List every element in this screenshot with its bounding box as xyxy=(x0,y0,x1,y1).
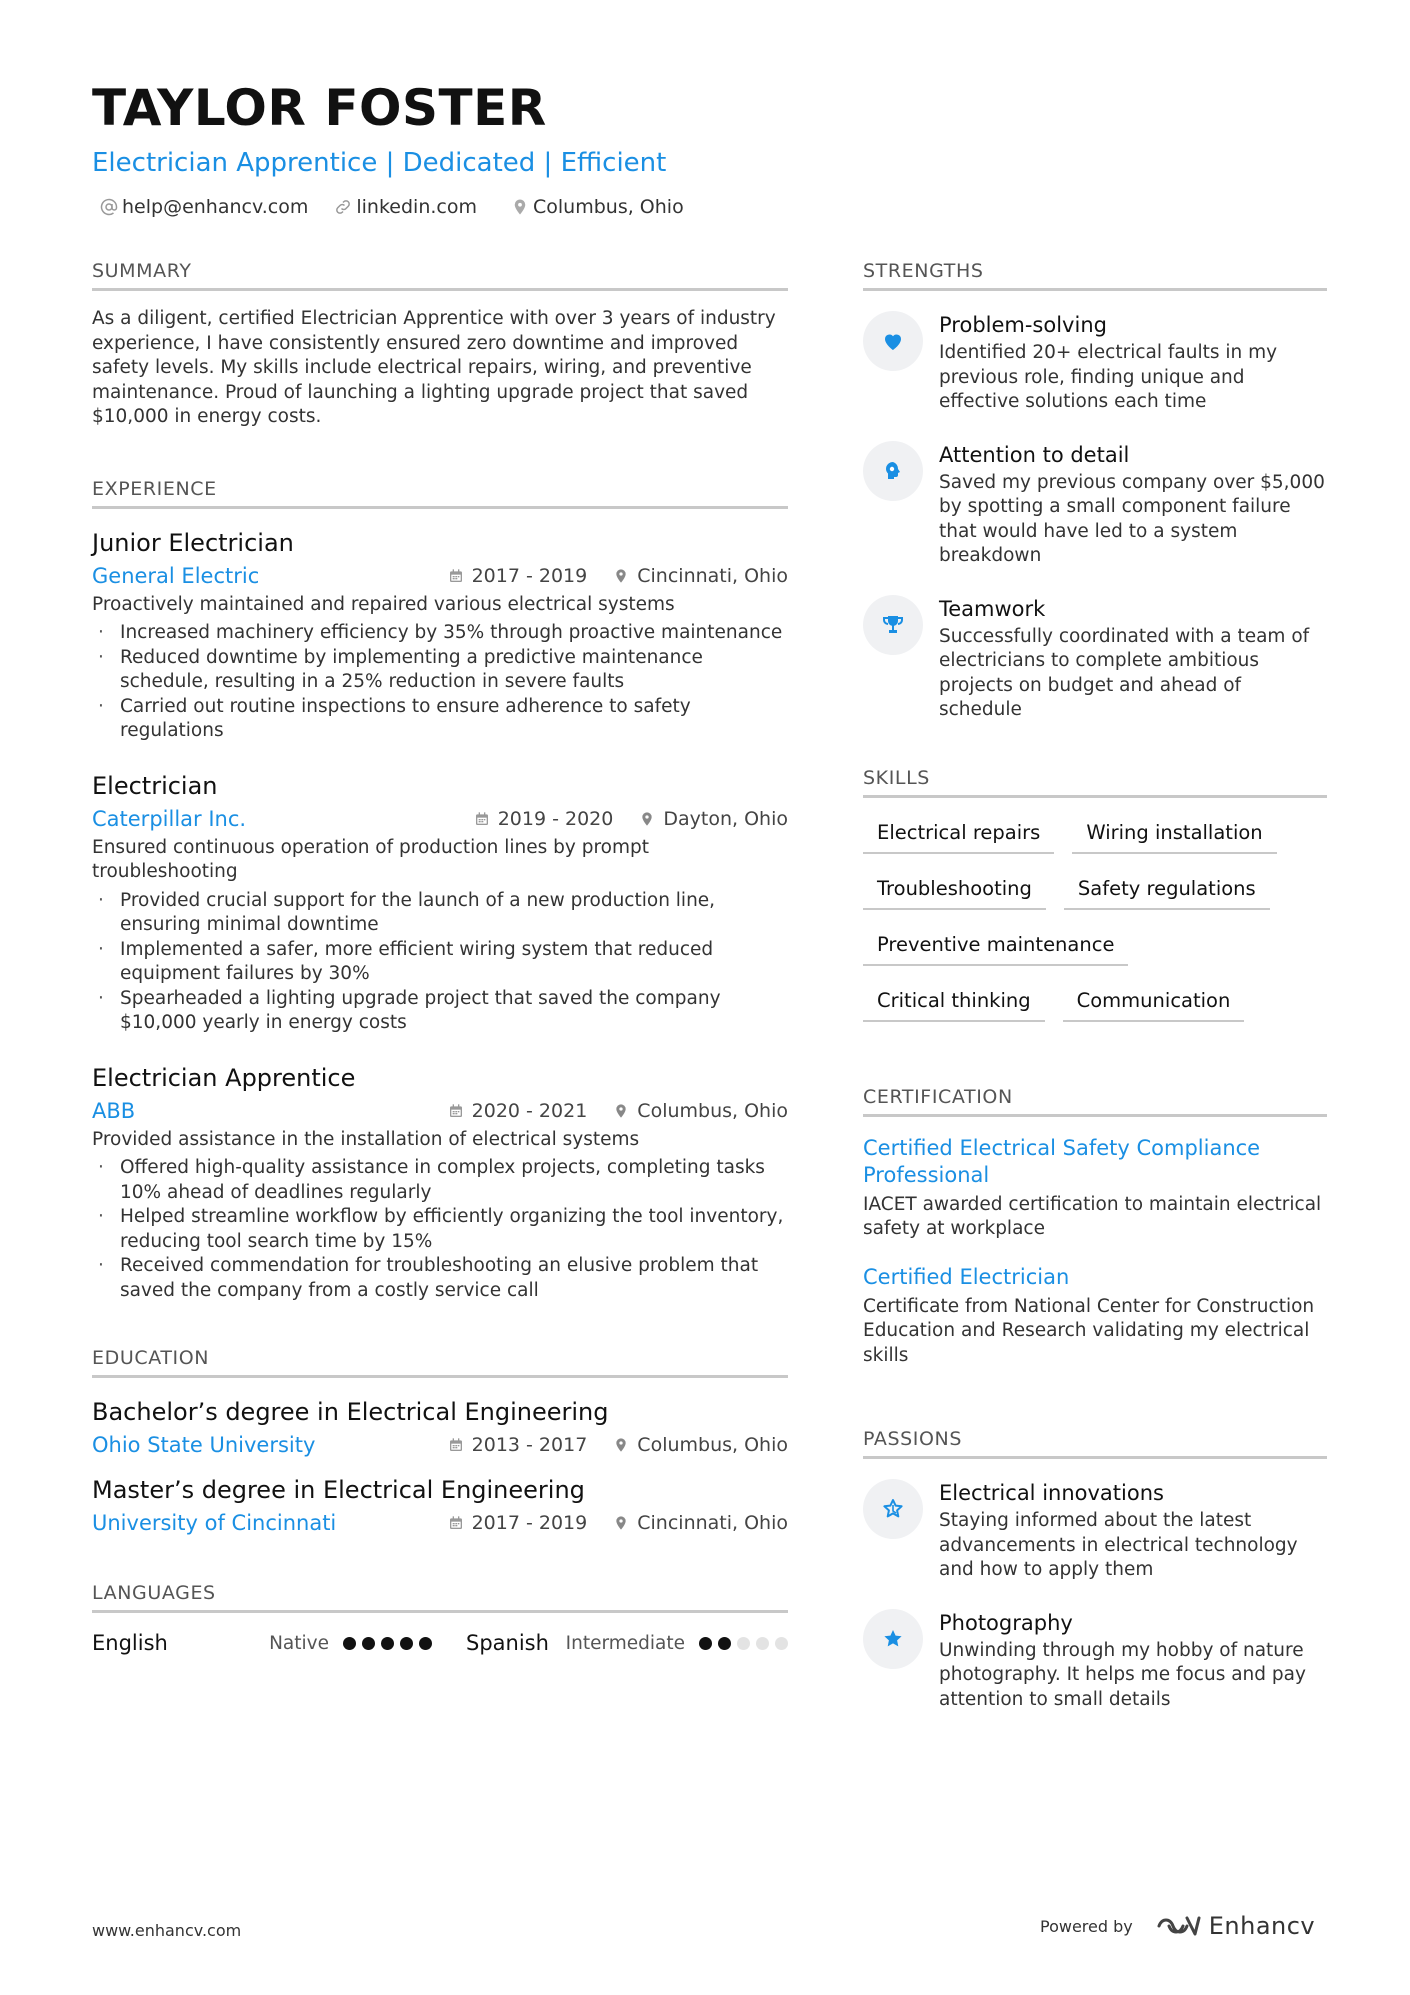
job-bullet: · Spearheaded a lighting upgrade project that saved the company $10,000 yearly in energy costs xyxy=(92,987,788,1036)
contact-linkedin[interactable] xyxy=(334,194,477,220)
strength-text: Successfully coordinated with a team of electricians to complete ambitious projects on budget and ahead of schedule xyxy=(939,625,1310,720)
job-location xyxy=(613,565,788,587)
job-meta xyxy=(92,561,788,591)
strength-text: Identified 20+ electrical faults in my previous role, finding unique and effective solutions each time xyxy=(939,342,1278,412)
education-dates xyxy=(448,1512,588,1534)
certification-text: Certificate from National Center for Construction Education and Research validating my electrical skills xyxy=(863,1295,1315,1366)
passion-icon-badge xyxy=(863,1609,923,1669)
degree-title: Bachelor’s degree in Electrical Engineering xyxy=(92,1398,609,1426)
calendar-icon xyxy=(448,1103,464,1119)
job-dates-text: 2020 - 2021 xyxy=(471,1099,588,1122)
job-description: Proactively maintained and repaired various electrical systems xyxy=(92,593,675,615)
experience-heading: EXPERIENCE xyxy=(92,476,788,509)
job-title: Junior Electrician xyxy=(92,528,294,557)
summary-section xyxy=(92,258,788,430)
passion-item xyxy=(863,1609,1327,1713)
language-level: Native xyxy=(269,1632,329,1654)
summary-heading: SUMMARY xyxy=(92,258,788,291)
job-location-text: Dayton, Ohio xyxy=(663,807,788,830)
skill-tag: Troubleshooting xyxy=(863,868,1046,910)
passion-text: Unwinding through my hobby of nature photography. It helps me focus and pay attention to small details xyxy=(939,1639,1306,1710)
language-entry xyxy=(92,1631,432,1655)
education-meta-right xyxy=(448,1512,788,1534)
languages-heading: LANGUAGES xyxy=(92,1580,788,1613)
job-dates xyxy=(448,1100,588,1122)
location-pin-icon xyxy=(613,568,629,584)
proficiency-dot xyxy=(737,1637,750,1650)
job-bullets xyxy=(92,889,788,1036)
passion-title: Photography xyxy=(939,1610,1073,1635)
job-meta-right xyxy=(474,808,788,830)
location-pin-icon xyxy=(613,1515,629,1531)
school-name: Ohio State University xyxy=(92,1433,316,1457)
certification-heading: CERTIFICATION xyxy=(863,1084,1327,1117)
education-entry xyxy=(92,1396,788,1460)
certification-title: Certified Electrician xyxy=(863,1264,1070,1289)
education-meta xyxy=(92,1430,788,1460)
candidate-name: TAYLOR FOSTER xyxy=(92,79,547,137)
language-proficiency-dots xyxy=(343,1637,432,1650)
job-meta-right xyxy=(448,1100,788,1122)
skill-tag: Preventive maintenance xyxy=(863,924,1128,966)
job-bullet: · Carried out routine inspections to ensure adherence to safety regulations xyxy=(92,695,788,744)
star-outline-icon xyxy=(881,1497,905,1521)
at-icon xyxy=(100,198,118,216)
resume-header xyxy=(92,78,1332,220)
proficiency-dot xyxy=(400,1637,413,1650)
job-description: Provided assistance in the installation of electrical systems xyxy=(92,1128,640,1150)
job-bullet: · Offered high-quality assistance in complex projects, completing tasks 10% ahead of deadlines regularly xyxy=(92,1156,788,1205)
enhancv-logo-icon xyxy=(1155,1913,1201,1939)
job-entry xyxy=(92,1062,788,1304)
languages-row xyxy=(92,1631,788,1655)
strength-item xyxy=(863,595,1327,723)
certification-item xyxy=(863,1135,1327,1242)
footer-branding xyxy=(1040,1912,1315,1940)
proficiency-dot xyxy=(699,1637,712,1650)
job-description: Ensured continuous operation of production lines by prompt troubleshooting xyxy=(92,836,649,882)
job-company: Caterpillar Inc. xyxy=(92,806,247,831)
skill-tag: Electrical repairs xyxy=(863,812,1054,854)
language-name: Spanish xyxy=(466,1631,549,1655)
certification-item xyxy=(863,1264,1327,1369)
calendar-icon xyxy=(448,568,464,584)
skill-tag: Critical thinking xyxy=(863,980,1045,1022)
education-location-text: Cincinnati, Ohio xyxy=(637,1512,788,1534)
job-meta-right xyxy=(448,565,788,587)
skills-list xyxy=(863,812,1327,1022)
location-pin-icon xyxy=(613,1437,629,1453)
calendar-icon xyxy=(448,1437,464,1453)
job-bullet: · Implemented a safer, more efficient wiring system that reduced equipment failures by 30% xyxy=(92,938,788,987)
summary-text: As a diligent, certified Electrician Apprentice with over 3 years of industry experience, I have consistently ensured zero downtime and improved safety levels. My skills include electrical repairs, wiring, and preventive maintenance. Proud of launching a lighting upgrade project that saved $10,000 in energy costs. xyxy=(92,308,776,427)
contact-email-text: help@enhancv.com xyxy=(122,196,309,218)
job-company: ABB xyxy=(92,1098,136,1123)
proficiency-dot xyxy=(362,1637,375,1650)
job-dates xyxy=(448,565,588,587)
job-meta xyxy=(92,804,788,834)
candidate-title: Electrician Apprentice | Dedicated | Efficient xyxy=(92,148,667,178)
skill-tag: Wiring installation xyxy=(1072,812,1276,854)
certification-title: Certified Electrical Safety Compliance Professional xyxy=(863,1135,1261,1187)
job-bullets xyxy=(92,621,788,744)
education-heading: EDUCATION xyxy=(92,1345,788,1378)
footer-website[interactable]: www.enhancv.com xyxy=(92,1921,242,1940)
powered-by-label: Powered by xyxy=(1040,1916,1133,1936)
head-brain-icon xyxy=(881,459,905,483)
contact-location xyxy=(511,194,684,220)
calendar-icon xyxy=(474,811,490,827)
heart-icon xyxy=(881,329,905,353)
certification-text: IACET awarded certification to maintain electrical safety at workplace xyxy=(863,1193,1322,1239)
education-dates-text: 2017 - 2019 xyxy=(471,1512,588,1534)
strength-text: Saved my previous company over $5,000 by spotting a small component failure that would have led to a system breakdown xyxy=(939,471,1325,566)
job-bullet: · Provided crucial support for the launch of a new production line, ensuring minimal downtime xyxy=(92,889,788,938)
proficiency-dot xyxy=(343,1637,356,1650)
location-pin-icon xyxy=(511,198,529,216)
passion-body xyxy=(939,1479,1327,1583)
strengths-section xyxy=(863,258,1327,723)
experience-section xyxy=(92,476,788,1304)
education-section xyxy=(92,1345,788,1538)
strength-body xyxy=(939,311,1327,415)
proficiency-dot xyxy=(775,1637,788,1650)
job-location xyxy=(639,808,788,830)
certification-section xyxy=(863,1084,1327,1369)
skills-section xyxy=(863,765,1327,1022)
skills-heading: SKILLS xyxy=(863,765,1327,798)
location-pin-icon xyxy=(613,1103,629,1119)
job-bullet: · Increased machinery efficiency by 35% through proactive maintenance xyxy=(92,621,788,646)
education-dates-text: 2013 - 2017 xyxy=(471,1434,588,1456)
education-dates xyxy=(448,1434,588,1456)
education-meta-right xyxy=(448,1434,788,1456)
strength-item xyxy=(863,441,1327,569)
job-meta xyxy=(92,1096,788,1126)
proficiency-dot xyxy=(419,1637,432,1650)
education-location-text: Columbus, Ohio xyxy=(637,1434,788,1456)
strength-icon-badge xyxy=(863,595,923,655)
strength-icon-badge xyxy=(863,441,923,501)
job-dates-text: 2017 - 2019 xyxy=(471,564,588,587)
strength-title: Attention to detail xyxy=(939,442,1130,467)
job-entry xyxy=(92,527,788,744)
education-entry xyxy=(92,1474,788,1538)
job-bullet: · Helped streamline workflow by efficiently organizing the tool inventory, reducing tool search time by 15% xyxy=(92,1205,788,1254)
passion-title: Electrical innovations xyxy=(939,1481,1164,1505)
skill-tag: Safety regulations xyxy=(1064,868,1270,910)
strength-body xyxy=(939,441,1327,569)
language-entry xyxy=(466,1631,788,1655)
job-location-text: Columbus, Ohio xyxy=(637,1099,788,1122)
proficiency-dot xyxy=(756,1637,769,1650)
education-location xyxy=(613,1512,788,1534)
right-column xyxy=(863,258,1327,1746)
proficiency-dot xyxy=(381,1637,394,1650)
passions-heading: PASSIONS xyxy=(863,1426,1327,1459)
contact-linkedin-text: linkedin.com xyxy=(356,196,477,218)
link-icon xyxy=(334,198,352,216)
job-dates-text: 2019 - 2020 xyxy=(497,807,614,830)
contact-row xyxy=(100,194,1332,220)
job-entry xyxy=(92,770,788,1036)
passions-section xyxy=(863,1426,1327,1712)
language-proficiency-dots xyxy=(699,1637,788,1650)
job-company: General Electric xyxy=(92,563,260,588)
job-bullet: · Reduced downtime by implementing a predictive maintenance schedule, resulting in a 25% reduction in severe faults xyxy=(92,646,788,695)
job-location xyxy=(613,1100,788,1122)
passion-item xyxy=(863,1479,1327,1583)
left-column xyxy=(92,258,788,1689)
passion-icon-badge xyxy=(863,1479,923,1539)
star-icon xyxy=(881,1627,905,1651)
education-meta xyxy=(92,1508,788,1538)
skill-tag: Communication xyxy=(1063,980,1245,1022)
proficiency-dot xyxy=(718,1637,731,1650)
location-pin-icon xyxy=(639,811,655,827)
calendar-icon xyxy=(448,1515,464,1531)
strengths-heading: STRENGTHS xyxy=(863,258,1327,291)
strength-title: Problem-solving xyxy=(939,313,1107,337)
school-name: University of Cincinnati xyxy=(92,1511,337,1535)
passion-body xyxy=(939,1609,1327,1713)
degree-title: Master’s degree in Electrical Engineering xyxy=(92,1476,585,1504)
job-title: Electrician Apprentice xyxy=(92,1063,356,1092)
job-dates xyxy=(474,808,614,830)
contact-location-text: Columbus, Ohio xyxy=(533,196,684,218)
job-bullet: · Received commendation for troubleshooting an elusive problem that saved the company from a costly service call xyxy=(92,1254,788,1303)
strength-item xyxy=(863,311,1327,415)
job-location-text: Cincinnati, Ohio xyxy=(637,564,788,587)
brand-logo[interactable] xyxy=(1155,1912,1315,1940)
job-bullets xyxy=(92,1156,788,1303)
strength-body xyxy=(939,595,1327,723)
languages-section xyxy=(92,1580,788,1655)
strength-title: Teamwork xyxy=(939,596,1046,621)
education-location xyxy=(613,1434,788,1456)
strength-icon-badge xyxy=(863,311,923,371)
language-name: English xyxy=(92,1631,168,1655)
brand-name: Enhancv xyxy=(1208,1912,1316,1940)
job-title: Electrician xyxy=(92,771,218,800)
contact-email[interactable] xyxy=(100,194,308,220)
passion-text: Staying informed about the latest advancements in electrical technology and how to apply them xyxy=(939,1510,1298,1580)
language-level: Intermediate xyxy=(565,1632,685,1654)
trophy-icon xyxy=(881,613,905,637)
